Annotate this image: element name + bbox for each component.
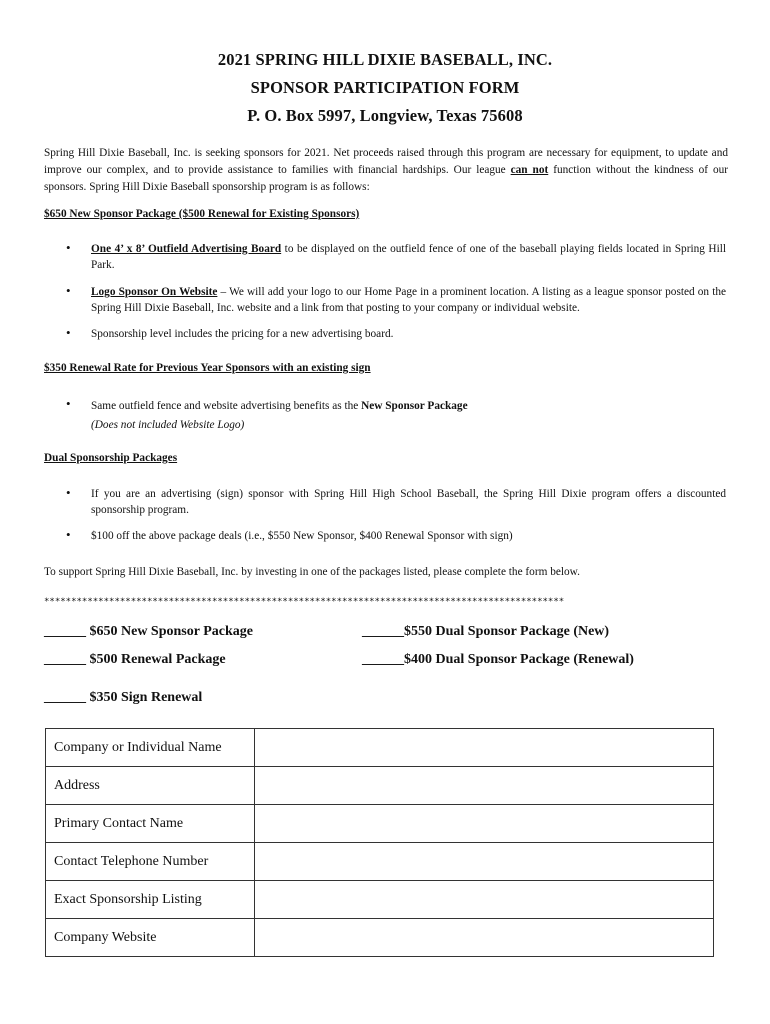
- dual-pricing-text: $100 off the above package deals (i.e., $550 New Sponsor, $400 Renewal Sponsor with sign): [91, 530, 513, 542]
- bullet-icon: •: [66, 283, 71, 298]
- bullet-icon: •: [66, 325, 71, 340]
- table-row: [46, 881, 714, 919]
- option-550-dual-new[interactable]: ______$550 Dual Sponsor Package (New): [362, 624, 610, 639]
- intro-text-1: Spring Hill Dixie Baseball, Inc. is seeking sponsors for 2021. Net proceeds raised through this program are necessary for equipment, to update and improve our complex, and to provide assistance to families with financial hardships. Our league: [44, 147, 728, 176]
- company-name-label: Company or Individual Name: [46, 729, 255, 767]
- table-row: [46, 843, 714, 881]
- new-sponsor-heading: $650 New Sponsor Package ($500 Renewal for Existing Sponsors): [44, 208, 360, 220]
- document-title: 2021 SPRING HILL DIXIE BASEBALL, INC.: [217, 50, 553, 69]
- telephone-field[interactable]: [255, 843, 714, 881]
- option-350-sign-renewal[interactable]: ______ $350 Sign Renewal: [44, 690, 203, 705]
- dual-sponsorship-heading: Dual Sponsorship Packages: [44, 452, 178, 464]
- renewal-note: (Does not included Website Logo): [91, 419, 245, 431]
- bullet-dual-discount: [66, 486, 726, 518]
- logo-website-text: – We will add your logo to our Home Page in a prominent location. A listing as a league sponsor posted on the Spring Hill Dixie Baseball, Inc. website and a link from that posting to your company or individual website.: [91, 286, 727, 314]
- sponsorship-listing-field[interactable]: [255, 881, 714, 919]
- bullet-renewal-benefits: [66, 397, 726, 435]
- bullet-dual-pricing: [66, 528, 726, 544]
- bullet-icon: •: [66, 527, 71, 542]
- bullet-outfield-board: [66, 241, 726, 273]
- sponsor-info-table: [45, 728, 714, 957]
- option-650-new[interactable]: ______ $650 New Sponsor Package: [44, 624, 253, 639]
- dual-discount-text: If you are an advertising (sign) sponsor with Spring Hill High School Baseball, the Spring Hill Dixie program offers a discounted sponsorship program.: [91, 488, 726, 516]
- table-row: [46, 805, 714, 843]
- address-label: Address: [46, 767, 255, 805]
- logo-website-lead: Logo Sponsor On Website: [91, 286, 218, 298]
- bullet-pricing: [66, 326, 726, 342]
- support-instructions: To support Spring Hill Dixie Baseball, Inc. by investing in one of the packages listed, please complete the form below.: [44, 566, 580, 578]
- table-row: [46, 729, 714, 767]
- intro-emphasis: can not: [510, 164, 549, 176]
- option-500-renewal[interactable]: ______ $500 Renewal Package: [44, 652, 226, 667]
- outfield-board-text: to be displayed on the outfield fence of one of the baseball playing fields located in Spring Hill Park.: [91, 243, 726, 271]
- table-row: [46, 919, 714, 957]
- primary-contact-label: Primary Contact Name: [46, 805, 255, 843]
- bullet-icon: •: [66, 240, 71, 255]
- company-website-field[interactable]: [255, 919, 714, 957]
- sponsorship-listing-label: Exact Sponsorship Listing: [46, 881, 255, 919]
- option-400-dual-renewal[interactable]: ______$400 Dual Sponsor Package (Renewal): [362, 652, 634, 667]
- outfield-board-lead: One 4’ x 8’ Outfield Advertising Board: [91, 243, 282, 255]
- renewal-heading: $350 Renewal Rate for Previous Year Sponsors with an existing sign: [44, 362, 371, 374]
- telephone-label: Contact Telephone Number: [46, 843, 255, 881]
- intro-paragraph: [44, 145, 728, 196]
- separator-line: ************************************************************************************************: [44, 597, 565, 607]
- company-website-label: Company Website: [46, 919, 255, 957]
- company-name-field[interactable]: [255, 729, 714, 767]
- mailing-address: P. O. Box 5997, Longview, Texas 75608: [247, 106, 523, 125]
- pricing-text: Sponsorship level includes the pricing for a new advertising board.: [91, 328, 394, 340]
- intro-text-2: function without the kindness of our sponsors. Spring Hill Dixie Baseball sponsorship program is as follows:: [44, 164, 729, 193]
- bullet-icon: •: [66, 396, 71, 411]
- bullet-logo-website: [66, 284, 726, 316]
- form-subtitle: SPONSOR PARTICIPATION FORM: [250, 78, 520, 97]
- primary-contact-field[interactable]: [255, 805, 714, 843]
- table-row: [46, 767, 714, 805]
- bullet-icon: •: [66, 485, 71, 500]
- renewal-benefits-text: Same outfield fence and website advertising benefits as the: [91, 400, 362, 412]
- address-field[interactable]: [255, 767, 714, 805]
- renewal-benefits-bold: New Sponsor Package: [361, 400, 468, 412]
